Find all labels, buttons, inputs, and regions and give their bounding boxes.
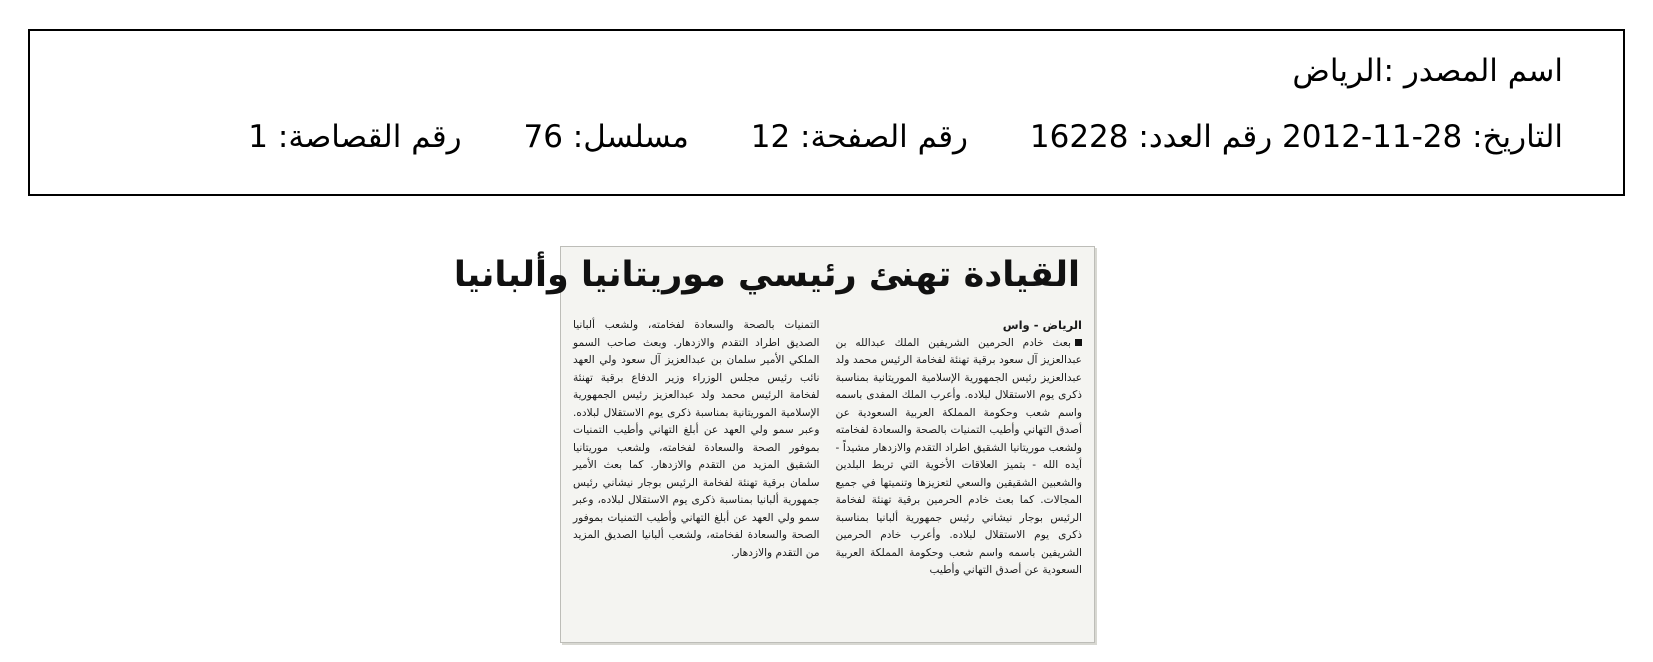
source-row [1292,53,1563,89]
article-column-right [836,317,1083,634]
source-value: الرياض [1292,53,1384,89]
article-column-1-text: بعث خادم الحرمين الشريفين الملك عبدالله بن عبدالعزيز آل سعود برقية تهنئة لفخامة الرئيس محمد ولد عبدالعزيز رئيس الجمهورية الإسلامية الموريتانية بمناسبة ذكرى يوم الاستقلال لبلاده. وأعرب الملك المفدى باسمه واسم شعب وحكومة المملكة العربية السعودية عن أصدق التهاني وأطيب التمنيات بالصحة والسعادة لفخامته ولشعب موريتانيا الشقيق اطراد التقدم والازدهار مشيداً - أيده الله - بتميز العلاقات الأخوية التي تربط البلدين والشعبين الشقيقين والسعي لتعزيزها وتنميتها في جميع المجالات. كما بعث خادم الحرمين برقية تهنئة لفخامة الرئيس بوجار نيشاني رئيس جمهورية ألبانيا بمناسبة ذكرى يوم الاستقلال لبلاده. وأعرب خادم الحرمين الشريفين باسمه واسم شعب وحكومة المملكة العربية السعودية عن أصدق التهاني وأطيب [835,336,1082,576]
details-row [196,119,1563,155]
article-dateline: الرياض - واس [1002,318,1082,332]
date-field: التاريخ: 28-11-2012 [1282,119,1563,155]
bullet-icon [1075,339,1082,346]
metadata-box [28,29,1625,196]
serial-field: مسلسل: 76 [523,119,689,155]
source-label: اسم المصدر : [1383,53,1563,89]
article-column-left [573,317,820,634]
clipping-number-field: رقم القصاصة: 1 [248,119,462,155]
newspaper-clipping [453,246,1095,643]
issue-number-field: رقم العدد: 16228 [1029,119,1273,155]
article-columns [573,317,1082,634]
page-number-field: رقم الصفحة: 12 [750,119,969,155]
clipping-headline: القيادة تهنئ رئيسي موريتانيا وألبانيا [453,255,1080,295]
article-column-2-text: التمنيات بالصحة والسعادة لفخامته، ولشعب ألبانيا الصديق اطراد التقدم والازدهار. وبعث صاحب السمو الملكي الأمير سلمان بن عبدالعزيز آل سعود ولي العهد نائب رئيس مجلس الوزراء وزير الدفاع برقية تهنئة لفخامة الرئيس محمد ولد عبدالعزيز رئيس الجمهورية الإسلامية الموريتانية بمناسبة ذكرى يوم الاستقلال لبلاده. وعبر سمو ولي العهد عن أبلغ التهاني وأطيب التمنيات بموفور الصحة والسعادة لفخامته، ولشعب موريتانيا الشقيق المزيد من التقدم والازدهار. كما بعث الأمير سلمان برقية تهنئة لفخامة الرئيس بوجار نيشاني رئيس جمهورية ألبانيا بمناسبة ذكرى يوم الاستقلال لبلاده، وعبر سمو ولي العهد عن أبلغ التهاني وأطيب التمنيات بموفور الصحة والسعادة لفخامته، ولشعب ألبانيا الصديق المزيد من التقدم والازدهار. [573,319,820,559]
